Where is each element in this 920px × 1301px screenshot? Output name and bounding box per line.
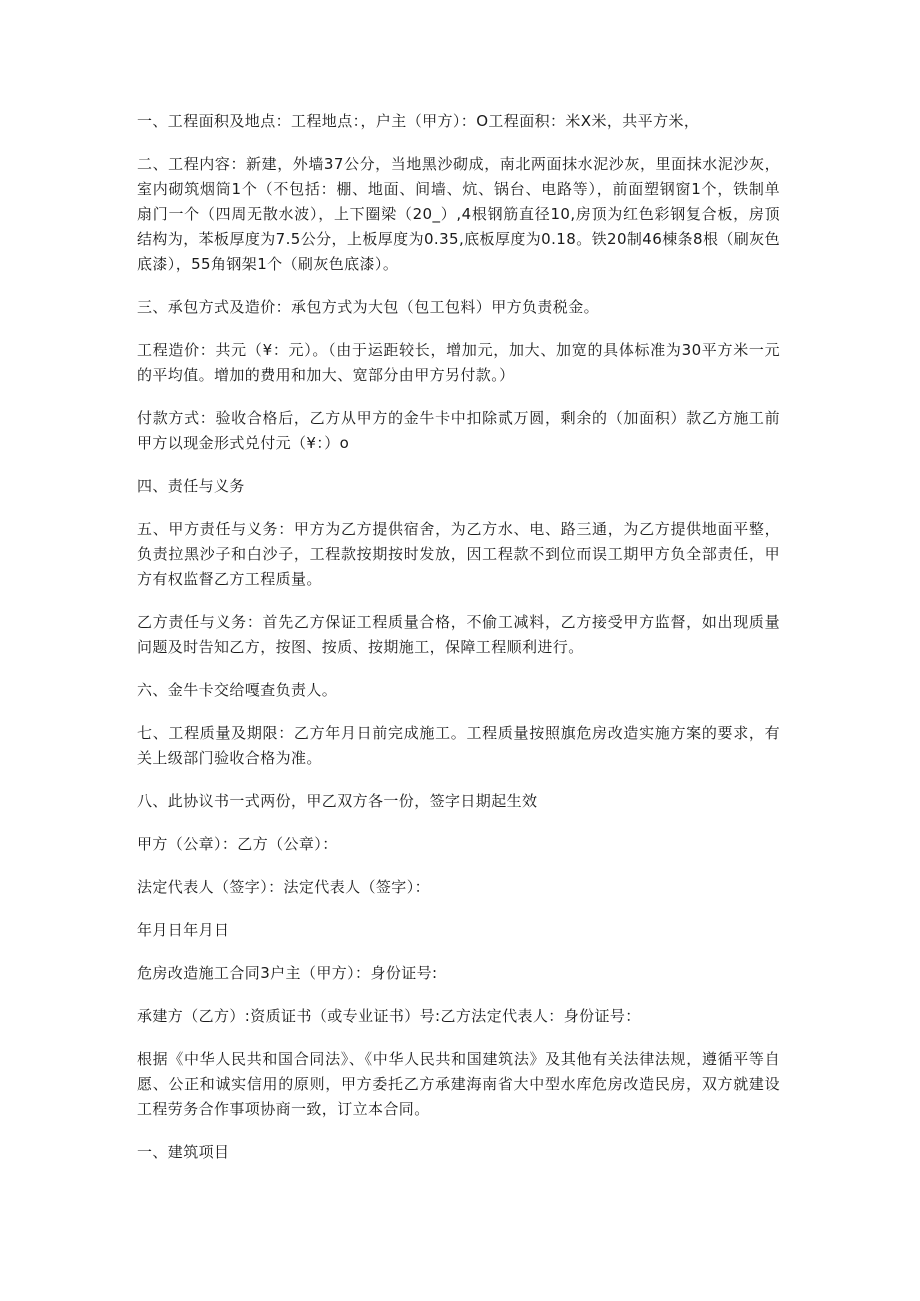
paragraph-3: 三、承包方式及造价：承包方式为大包（包工包料）甲方负责税金。: [137, 298, 600, 316]
paragraph-8: 乙方责任与义务：首先乙方保证工程质量合格，不偷工减料，乙方接受甲方监督，如出现质量问题及时告知乙方，按图、按质、按期施工，保障工程顺利进行。: [137, 613, 780, 656]
paragraph-17: 根据《中华人民共和国合同法》、《中华人民共和国建筑法》及其他有关法律法规，遵循平等自愿、公正和诚实信用的原则，甲方委托乙方承建海南省大中型水库危房改造民房，双方就建设工程劳务合作事项协商一致，订立本合同。: [137, 1050, 780, 1118]
paragraph-5: 付款方式：验收合格后，乙方从甲方的金牛卡中扣除贰万圆，剩余的（加面积）款乙方施工前甲方以现金形式兑付元（¥：）o: [137, 409, 780, 452]
paragraph-9: 六、金牛卡交给嘎查负责人。: [137, 681, 338, 699]
paragraph-2: 二、工程内容：新建，外墙37公分，当地黑沙砌成，南北两面抹水泥沙灰，里面抹水泥沙灰，室内砌筑烟筒1个（不包括：棚、地面、间墙、炕、锅台、电路等），前面塑钢窗1个，铁制单扇门一个（四周无散水波），上下圈梁（20_）,4根钢筋直径10,房顶为红色彩钢复合板，房顶结构为，苯板厚度为7.5公分，上板厚度为0.35,底板厚度为0.18。铁20制46棟条8根（刷灰色底漆），55角钢架1个（刷灰色底漆）。: [137, 155, 780, 273]
paragraph-7: 五、甲方责任与义务：甲方为乙方提供宿舍，为乙方水、电、路三通，为乙方提供地面平整，负责拉黑沙子和白沙子，工程款按期按时发放，因工程款不到位而误工期甲方负全部责任，甲方有权监督乙方工程质量。: [137, 520, 780, 588]
paragraph-4: 工程造价：共元（¥：元）。（由于运距较长，增加元，加大、加宽的具体标准为30平方米一元的平均值。增加的费用和加大、宽部分由甲方另付款。）: [137, 341, 780, 384]
paragraph-18: 一、建筑项目: [137, 1143, 230, 1161]
paragraph-13: 法定代表人（签字）：法定代表人（签字）：: [137, 878, 431, 896]
paragraph-14: 年月日年月日: [137, 921, 230, 939]
paragraph-11: 八、此协议书一式两份，甲乙双方各一份，签字日期起生效: [137, 792, 538, 810]
paragraph-1: 一、工程面积及地点：工程地点：，户主（甲方）：O工程面积：米X米，共平方米，: [137, 112, 700, 130]
paragraph-10: 七、工程质量及期限：乙方年月日前完成施工。工程质量按照旗危房改造实施方案的要求，有关上级部门验收合格为准。: [137, 724, 780, 767]
paragraph-6: 四、责任与义务: [137, 477, 245, 495]
paragraph-15: 危房改造施工合同3户主（甲方）：身份证号:: [137, 964, 438, 982]
paragraph-16: 承建方（乙方）:资质证书（或专业证书）号:乙方法定代表人：身份证号：: [137, 1007, 641, 1025]
paragraph-12: 甲方（公章）：乙方（公章）：: [137, 835, 338, 853]
